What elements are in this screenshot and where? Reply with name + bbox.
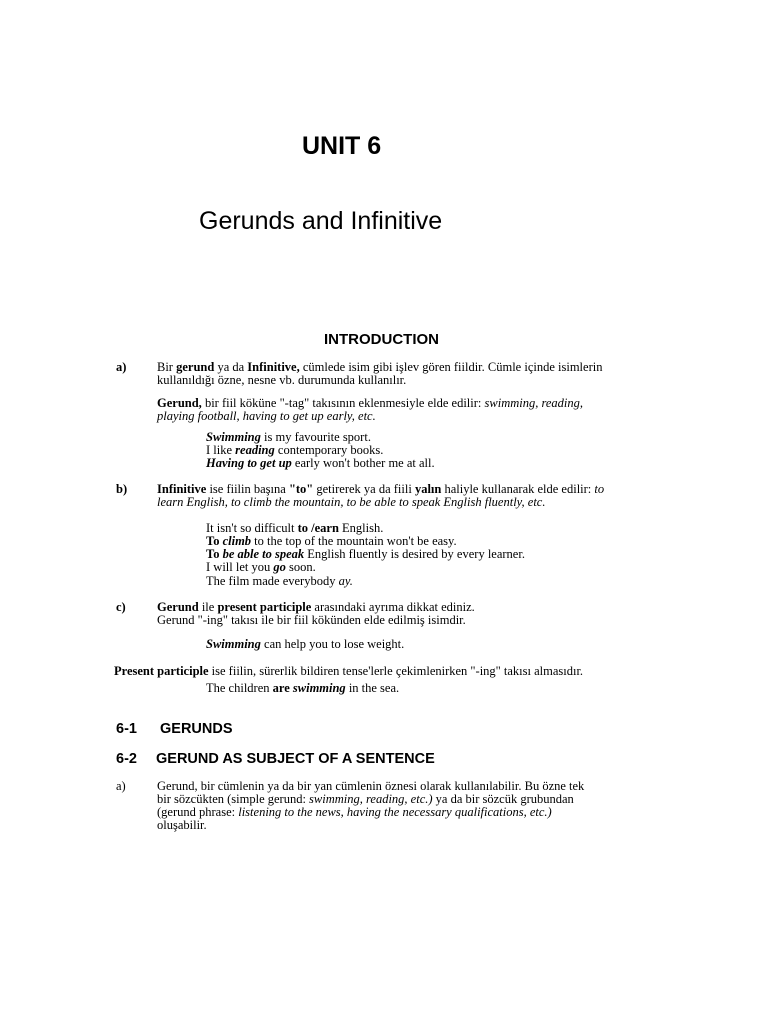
- text-run: ya da bir sözcük grubundan: [432, 792, 574, 806]
- text-run: haliyle kullanarak elde edilir:: [441, 482, 595, 496]
- text-run: ise fiilin, sürerlik bildiren tense'lerle çekimlenirken "-ing" takısı almasıdır.: [208, 664, 584, 678]
- item-b-paragraph-line-2: [157, 496, 545, 509]
- term-yalin: yalın: [414, 482, 442, 496]
- item-a-marker: a): [116, 360, 127, 374]
- term-present-participle: Present participle: [114, 664, 209, 678]
- text-run: can help you to lose weight.: [260, 637, 405, 651]
- item-62a-line-4: oluşabilir.: [157, 818, 207, 832]
- text-run: The film made everybody: [206, 574, 339, 588]
- term-gerund: Gerund: [157, 600, 199, 614]
- term-gerund: gerund: [176, 360, 215, 374]
- section-title: GERUND AS SUBJECT OF A SENTENCE: [156, 751, 435, 767]
- text-run: early won't bother me at all.: [291, 456, 435, 470]
- item-c-paragraph-line-2: Gerund "-ing" takısı ile bir fiil kökünden elde edilmiş isimdir.: [157, 613, 466, 627]
- example-sentence: [206, 561, 316, 574]
- text-run: contemporary books.: [274, 443, 384, 457]
- text-run: I will let you: [206, 560, 274, 574]
- term-present-participle: present participle: [217, 600, 312, 614]
- item-62a-marker: a): [116, 779, 126, 793]
- text-run: bir fiil köküne "-tag" takısının eklenmesiyle elde edilir:: [201, 396, 485, 410]
- example-gerund: Swimming: [206, 430, 261, 444]
- text-run: getirerek ya da fiili: [313, 482, 415, 496]
- text-run: English.: [338, 521, 384, 535]
- example-gerund: reading: [235, 443, 275, 457]
- section-title: GERUNDS: [160, 721, 233, 737]
- text-run: It isn't so difficult: [206, 521, 298, 535]
- text-run: in the sea.: [345, 681, 400, 695]
- example-infinitive: ay.: [338, 574, 353, 588]
- example-auxiliary: are: [272, 681, 290, 695]
- section-number: 6-1: [116, 721, 137, 737]
- item-b-marker: b): [116, 482, 128, 496]
- text-run: (gerund phrase:: [157, 805, 239, 819]
- text-run: I like: [206, 443, 236, 457]
- item-a-gerund-definition-line-2: [157, 410, 376, 423]
- example-infinitive: be able to speak: [222, 547, 305, 561]
- example-gerund: Having to get up: [206, 456, 292, 470]
- example-infinitive: To: [206, 534, 223, 548]
- section-number: 6-2: [116, 751, 137, 767]
- term-infinitive: Infinitive: [157, 482, 207, 496]
- example-infinitive: climb: [222, 534, 252, 548]
- text-run: ile: [198, 600, 218, 614]
- item-a-paragraph-line-2: kullanıldığı özne, nesne vb. durumunda kullanılır.: [157, 373, 407, 387]
- example-infinitive: to /earn: [297, 521, 339, 535]
- item-62a-line-1: Gerund, bir cümlenin ya da bir yan cümlenin öznesi olarak kullanılabilir. Bu özne tek: [157, 779, 585, 793]
- text-run: ise fiilin başına: [206, 482, 289, 496]
- example-words: listening to the news, having the necessary qualifications, etc.): [238, 805, 552, 819]
- example-words: to: [594, 482, 605, 496]
- unit-subtitle: Gerunds and Infinitive: [199, 207, 443, 235]
- text-run: Bir: [157, 360, 177, 374]
- introduction-heading: INTRODUCTION: [324, 331, 439, 348]
- text-run: ya da: [214, 360, 248, 374]
- term-gerund: Gerund,: [157, 396, 202, 410]
- example-sentence: [206, 682, 399, 695]
- text-run: is my favourite sport.: [260, 430, 371, 444]
- example-words: swimming, reading,: [484, 396, 584, 410]
- text-run: soon.: [285, 560, 316, 574]
- text-run: cümlede isim gibi işlev gören fiildir. Cümle içinde isimlerin: [299, 360, 603, 374]
- example-gerund: Swimming: [206, 637, 261, 651]
- text-run: English fluently is desired by every learner.: [304, 547, 525, 561]
- example-infinitive: go: [273, 560, 286, 574]
- text-run: to the top of the mountain won't be easy.: [251, 534, 457, 548]
- example-participle: swimming: [292, 681, 346, 695]
- unit-title: UNIT 6: [302, 132, 382, 160]
- text-run: arasındaki ayrıma dikkat ediniz.: [311, 600, 475, 614]
- example-words: learn English, to climb the mountain, to be able to speak English fluently, etc.: [157, 495, 546, 509]
- term-to: "to": [288, 482, 314, 496]
- example-sentence: [206, 457, 435, 470]
- example-words: playing football, having to get up early, etc.: [157, 409, 376, 423]
- text-run: The children: [206, 681, 273, 695]
- example-sentence: [206, 575, 353, 588]
- example-words: swimming, reading, etc.): [309, 792, 433, 806]
- example-sentence: [206, 638, 404, 651]
- item-c-marker: c): [116, 600, 126, 614]
- present-participle-line: [114, 665, 583, 678]
- example-infinitive: To: [206, 547, 223, 561]
- item-62a-line-3: [157, 806, 552, 819]
- term-infinitive: Infinitive,: [247, 360, 300, 374]
- text-run: bir sözcükten (simple gerund:: [157, 792, 310, 806]
